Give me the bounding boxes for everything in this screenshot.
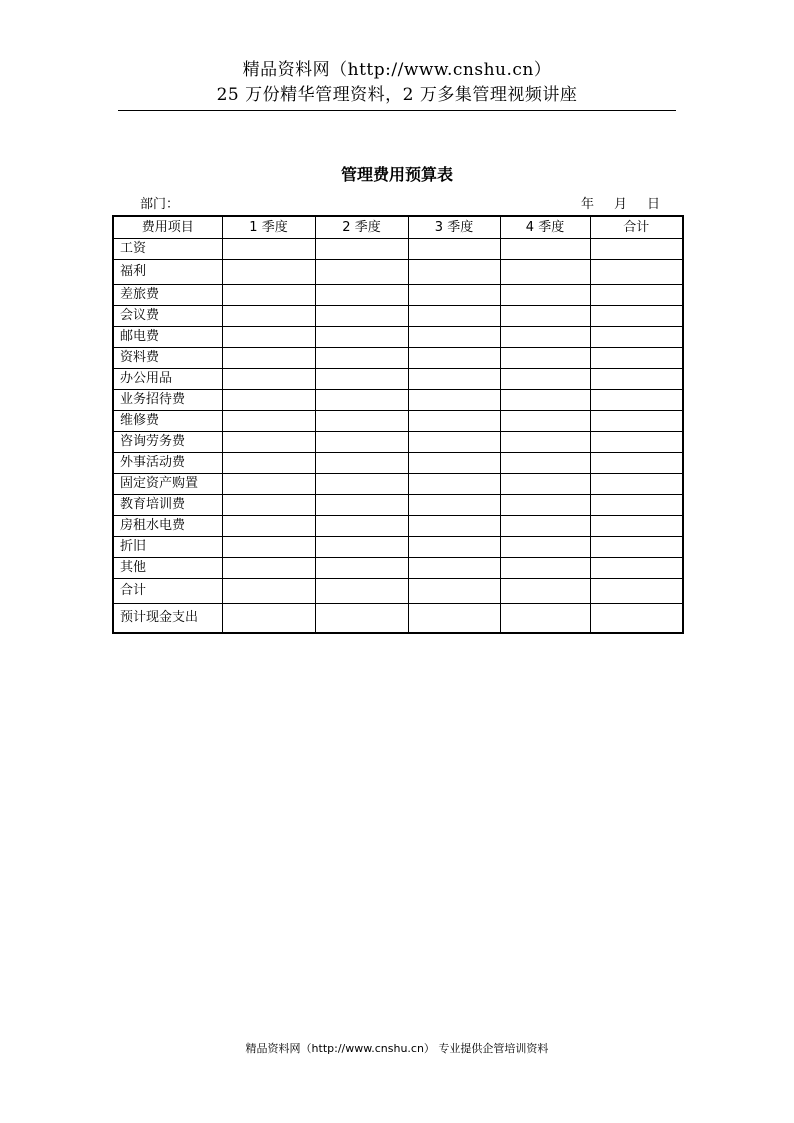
q3-cell[interactable] bbox=[408, 260, 500, 285]
header-divider bbox=[118, 110, 676, 111]
total-cell[interactable] bbox=[590, 537, 683, 558]
table-header-row bbox=[113, 216, 683, 239]
column-header-item: 费用项目 bbox=[113, 216, 222, 239]
q1-cell[interactable] bbox=[222, 260, 315, 285]
table-row bbox=[113, 474, 683, 495]
expense-item-label: 预计现金支出 bbox=[113, 604, 222, 634]
q4-cell[interactable] bbox=[500, 348, 590, 369]
q3-cell[interactable] bbox=[408, 474, 500, 495]
q1-cell[interactable] bbox=[222, 411, 315, 432]
q2-cell[interactable] bbox=[315, 432, 408, 453]
year-label: 年 bbox=[580, 197, 594, 212]
q4-cell[interactable] bbox=[500, 495, 590, 516]
day-label: 日 bbox=[646, 197, 660, 212]
q4-cell[interactable] bbox=[500, 239, 590, 260]
q2-cell[interactable] bbox=[315, 327, 408, 348]
q4-cell[interactable] bbox=[500, 537, 590, 558]
total-cell[interactable] bbox=[590, 348, 683, 369]
table-row bbox=[113, 579, 683, 604]
q2-cell[interactable] bbox=[315, 411, 408, 432]
q4-cell[interactable] bbox=[500, 579, 590, 604]
q2-cell[interactable] bbox=[315, 579, 408, 604]
form-meta-row bbox=[130, 196, 662, 214]
q2-cell[interactable] bbox=[315, 348, 408, 369]
q3-cell[interactable] bbox=[408, 239, 500, 260]
q3-cell[interactable] bbox=[408, 537, 500, 558]
q1-cell[interactable] bbox=[222, 453, 315, 474]
table-row bbox=[113, 239, 683, 260]
q1-cell[interactable] bbox=[222, 306, 315, 327]
budget-table bbox=[112, 215, 684, 634]
q2-cell[interactable] bbox=[315, 453, 408, 474]
total-cell[interactable] bbox=[590, 306, 683, 327]
q1-cell[interactable] bbox=[222, 516, 315, 537]
q3-cell[interactable] bbox=[408, 306, 500, 327]
q2-cell[interactable] bbox=[315, 285, 408, 306]
q4-cell[interactable] bbox=[500, 474, 590, 495]
department-label: 部门： bbox=[140, 197, 180, 212]
expense-item-label: 业务招待费 bbox=[113, 390, 222, 411]
q3-cell[interactable] bbox=[408, 516, 500, 537]
expense-item-label: 折旧 bbox=[113, 537, 222, 558]
q4-cell[interactable] bbox=[500, 327, 590, 348]
table-row bbox=[113, 453, 683, 474]
q3-cell[interactable] bbox=[408, 411, 500, 432]
q2-cell[interactable] bbox=[315, 306, 408, 327]
page-footer: 精品资料网（http://www.cnshu.cn） 专业提供企管培训资料 bbox=[245, 1042, 549, 1055]
q2-cell[interactable] bbox=[315, 390, 408, 411]
table-row bbox=[113, 306, 683, 327]
q1-cell[interactable] bbox=[222, 474, 315, 495]
expense-item-label: 福利 bbox=[113, 260, 222, 285]
q3-cell[interactable] bbox=[408, 390, 500, 411]
total-cell[interactable] bbox=[590, 239, 683, 260]
table-row bbox=[113, 432, 683, 453]
q1-cell[interactable] bbox=[222, 348, 315, 369]
table-row bbox=[113, 285, 683, 306]
total-cell[interactable] bbox=[590, 453, 683, 474]
q3-cell[interactable] bbox=[408, 285, 500, 306]
q4-cell[interactable] bbox=[500, 558, 590, 579]
q4-cell[interactable] bbox=[500, 285, 590, 306]
table-row bbox=[113, 260, 683, 285]
q2-cell[interactable] bbox=[315, 239, 408, 260]
q3-cell[interactable] bbox=[408, 432, 500, 453]
q4-cell[interactable] bbox=[500, 516, 590, 537]
table-row bbox=[113, 516, 683, 537]
q2-cell[interactable] bbox=[315, 369, 408, 390]
table-row bbox=[113, 348, 683, 369]
expense-item-label: 外事活动费 bbox=[113, 453, 222, 474]
expense-item-label: 资料费 bbox=[113, 348, 222, 369]
column-header-q4: 4 季度 bbox=[500, 216, 590, 239]
q1-cell[interactable] bbox=[222, 239, 315, 260]
q4-cell[interactable] bbox=[500, 369, 590, 390]
column-header-q1: 1 季度 bbox=[222, 216, 315, 239]
q2-cell[interactable] bbox=[315, 516, 408, 537]
expense-item-label: 其他 bbox=[113, 558, 222, 579]
total-cell[interactable] bbox=[590, 260, 683, 285]
q1-cell[interactable] bbox=[222, 604, 315, 634]
q2-cell[interactable] bbox=[315, 604, 408, 634]
q4-cell[interactable] bbox=[500, 306, 590, 327]
column-header-q3: 3 季度 bbox=[408, 216, 500, 239]
q2-cell[interactable] bbox=[315, 495, 408, 516]
table-row bbox=[113, 390, 683, 411]
q4-cell[interactable] bbox=[500, 390, 590, 411]
expense-item-label: 差旅费 bbox=[113, 285, 222, 306]
total-cell[interactable] bbox=[590, 369, 683, 390]
q3-cell[interactable] bbox=[408, 453, 500, 474]
column-header-total: 合计 bbox=[590, 216, 683, 239]
month-label: 月 bbox=[613, 197, 627, 212]
table-row bbox=[113, 411, 683, 432]
q1-cell[interactable] bbox=[222, 558, 315, 579]
q3-cell[interactable] bbox=[408, 558, 500, 579]
q2-cell[interactable] bbox=[315, 474, 408, 495]
total-cell[interactable] bbox=[590, 474, 683, 495]
table-row bbox=[113, 537, 683, 558]
q4-cell[interactable] bbox=[500, 453, 590, 474]
expense-item-label: 会议费 bbox=[113, 306, 222, 327]
q4-cell[interactable] bbox=[500, 432, 590, 453]
q3-cell[interactable] bbox=[408, 495, 500, 516]
total-cell[interactable] bbox=[590, 285, 683, 306]
table-row bbox=[113, 558, 683, 579]
total-cell[interactable] bbox=[590, 411, 683, 432]
total-cell[interactable] bbox=[590, 495, 683, 516]
total-cell[interactable] bbox=[590, 516, 683, 537]
q1-cell[interactable] bbox=[222, 369, 315, 390]
expense-item-label: 工资 bbox=[113, 239, 222, 260]
expense-item-label: 办公用品 bbox=[113, 369, 222, 390]
total-cell[interactable] bbox=[590, 327, 683, 348]
q1-cell[interactable] bbox=[222, 579, 315, 604]
q3-cell[interactable] bbox=[408, 604, 500, 634]
expense-item-label: 邮电费 bbox=[113, 327, 222, 348]
q3-cell[interactable] bbox=[408, 348, 500, 369]
q1-cell[interactable] bbox=[222, 327, 315, 348]
total-cell[interactable] bbox=[590, 604, 683, 634]
expense-item-label: 咨询劳务费 bbox=[113, 432, 222, 453]
total-cell[interactable] bbox=[590, 432, 683, 453]
date-fields bbox=[581, 196, 660, 214]
header-site-line: 精品资料网（http://www.cnshu.cn） bbox=[242, 60, 552, 80]
table-body bbox=[113, 239, 683, 634]
q1-cell[interactable] bbox=[222, 537, 315, 558]
total-cell[interactable] bbox=[590, 390, 683, 411]
q2-cell[interactable] bbox=[315, 537, 408, 558]
q3-cell[interactable] bbox=[408, 369, 500, 390]
q1-cell[interactable] bbox=[222, 285, 315, 306]
table-row bbox=[113, 369, 683, 390]
q2-cell[interactable] bbox=[315, 260, 408, 285]
expense-item-label: 合计 bbox=[113, 579, 222, 604]
q1-cell[interactable] bbox=[222, 495, 315, 516]
q4-cell[interactable] bbox=[500, 411, 590, 432]
total-cell[interactable] bbox=[590, 579, 683, 604]
document-title: 管理费用预算表 bbox=[340, 165, 453, 184]
table-row bbox=[113, 495, 683, 516]
page-header bbox=[0, 58, 794, 108]
q4-cell[interactable] bbox=[500, 260, 590, 285]
q2-cell[interactable] bbox=[315, 558, 408, 579]
header-tagline: 25 万份精华管理资料，2 万多集管理视频讲座 bbox=[216, 85, 578, 105]
total-cell[interactable] bbox=[590, 558, 683, 579]
q4-cell[interactable] bbox=[500, 604, 590, 634]
q3-cell[interactable] bbox=[408, 579, 500, 604]
table-row bbox=[113, 327, 683, 348]
expense-item-label: 维修费 bbox=[113, 411, 222, 432]
expense-item-label: 房租水电费 bbox=[113, 516, 222, 537]
column-header-q2: 2 季度 bbox=[315, 216, 408, 239]
q1-cell[interactable] bbox=[222, 390, 315, 411]
q3-cell[interactable] bbox=[408, 327, 500, 348]
expense-item-label: 固定资产购置 bbox=[113, 474, 222, 495]
expense-item-label: 教育培训费 bbox=[113, 495, 222, 516]
q1-cell[interactable] bbox=[222, 432, 315, 453]
table-row bbox=[113, 604, 683, 634]
